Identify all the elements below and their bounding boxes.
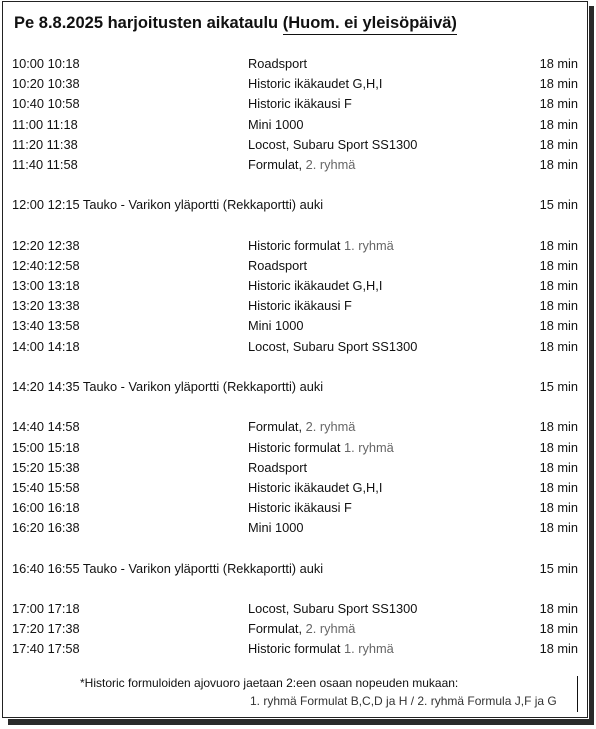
row-group-subgroup: 2. ryhmä <box>305 419 356 435</box>
row-duration: 15 min <box>539 560 578 576</box>
row-group-name: Formulat, <box>248 156 306 172</box>
row-group-name: Locost, Subaru Sport SS1300 <box>248 601 418 617</box>
row-duration: 18 min <box>539 641 578 657</box>
row-duration: 15 min <box>539 197 578 213</box>
row-group-name: Roadsport <box>248 459 308 475</box>
row-duration: 18 min <box>539 601 578 617</box>
row-group-name: Historic ikäkaudet G,H,I <box>248 76 383 92</box>
row-group-subgroup: 1. ryhmä <box>344 641 394 657</box>
row-duration: 18 min <box>539 439 578 455</box>
frame-shadow-right <box>589 6 594 722</box>
row-group <box>248 417 355 437</box>
spacer-row <box>0 579 586 599</box>
row-time: 15:00 15:18 <box>12 439 80 455</box>
row-duration: 18 min <box>539 621 578 637</box>
row-group-name: Historic ikäkaudet G,H,I <box>248 278 383 294</box>
schedule-row <box>0 599 586 619</box>
row-group-name: Historic ikäkausi F <box>248 500 352 516</box>
row-time: 11:00 11:18 <box>12 116 78 132</box>
row-group-name: Historic formulat <box>248 439 344 455</box>
row-group <box>248 115 304 135</box>
row-duration: 18 min <box>539 419 578 435</box>
row-duration: 18 min <box>539 156 578 172</box>
schedule-row <box>0 94 586 114</box>
row-time: 16:40 16:55 Tauko - Varikon yläportti (Rekkaportti) auki <box>12 560 324 576</box>
row-group <box>248 94 352 114</box>
row-duration: 15 min <box>539 379 578 394</box>
title-main: Pe 8.8.2025 harjoitusten aikataulu <box>14 14 283 32</box>
row-group <box>248 276 382 296</box>
row-time: 14:40 14:58 <box>12 419 80 435</box>
row-group-name: Locost, Subaru Sport SS1300 <box>248 338 418 354</box>
schedule-row <box>0 115 586 135</box>
row-group-name: Formulat, <box>248 621 306 637</box>
row-time: 10:40 10:58 <box>12 96 80 112</box>
row-group-name: Formulat, <box>248 419 306 435</box>
row-group <box>248 438 394 458</box>
schedule-row <box>0 478 586 498</box>
row-time: 14:00 14:18 <box>12 338 80 354</box>
row-duration: 18 min <box>539 479 578 495</box>
footnote-line-1: *Historic formuloiden ajovuoro jaetaan 2:een osaan nopeuden mukaan: <box>80 676 459 690</box>
schedule-row <box>0 256 586 276</box>
row-group-name: Locost, Subaru Sport SS1300 <box>248 136 418 152</box>
row-duration: 18 min <box>539 298 578 314</box>
row-group <box>248 155 355 175</box>
schedule-list <box>0 54 586 660</box>
row-group-subgroup: 2. ryhmä <box>305 621 356 637</box>
row-time: 13:20 13:38 <box>12 298 80 314</box>
schedule-row <box>0 54 586 74</box>
row-group-name: Mini 1000 <box>248 520 304 536</box>
spacer-row <box>0 216 586 236</box>
row-group-name: Mini 1000 <box>248 318 304 334</box>
row-time: 17:20 17:38 <box>12 621 80 637</box>
schedule-row <box>0 559 586 579</box>
row-time: 13:00 13:18 <box>12 278 80 294</box>
row-time: 13:40 13:58 <box>12 318 80 334</box>
row-duration: 18 min <box>539 76 578 92</box>
row-group-name: Historic ikäkausi F <box>248 298 352 314</box>
row-group-subgroup: 1. ryhmä <box>344 439 394 455</box>
schedule-row <box>0 155 586 175</box>
row-group <box>248 236 394 256</box>
row-time: 10:20 10:38 <box>12 76 80 92</box>
spacer-row <box>0 539 586 559</box>
row-group <box>248 337 417 357</box>
schedule-row <box>0 619 586 639</box>
schedule-row <box>0 458 586 478</box>
row-time: 14:20 14:35 Tauko - Varikon yläportti (Rekkaportti) auki <box>12 379 324 394</box>
footnote-divider <box>577 676 578 712</box>
row-duration: 18 min <box>539 136 578 152</box>
schedule-row <box>0 337 586 357</box>
row-time: 15:20 15:38 <box>12 459 80 475</box>
row-time: 15:40 15:58 <box>12 479 80 495</box>
row-time: 16:20 16:38 <box>12 520 80 536</box>
row-group-name: Historic formulat <box>248 237 344 253</box>
row-duration: 18 min <box>539 500 578 516</box>
row-group <box>248 135 417 155</box>
schedule-row <box>0 417 586 437</box>
row-group <box>248 458 307 478</box>
schedule-row <box>0 639 586 659</box>
row-group-name: Historic formulat <box>248 641 344 657</box>
row-duration: 18 min <box>539 96 578 112</box>
row-group <box>248 54 307 74</box>
row-duration: 18 min <box>539 520 578 536</box>
row-duration: 18 min <box>539 257 578 273</box>
row-time: 16:00 16:18 <box>12 500 80 516</box>
schedule-row <box>0 518 586 538</box>
schedule-row <box>0 74 586 94</box>
schedule-row <box>0 296 586 316</box>
spacer-row <box>0 357 586 377</box>
title-note: (Huom. ei yleisöpäivä) <box>283 14 457 35</box>
row-group <box>248 256 307 276</box>
row-group <box>248 518 304 538</box>
row-group <box>248 296 352 316</box>
row-group <box>248 599 417 619</box>
spacer-row <box>0 397 586 417</box>
row-group-name: Roadsport <box>248 56 308 71</box>
row-group-name: Historic ikäkaudet G,H,I <box>248 479 383 495</box>
row-time: 17:00 17:18 <box>12 601 80 617</box>
schedule-row <box>0 195 586 215</box>
row-time: 10:00 10:18 <box>12 56 80 71</box>
schedule-row <box>0 316 586 336</box>
schedule-row <box>0 438 586 458</box>
row-group <box>248 74 382 94</box>
row-time: 12:40:12:58 <box>12 257 80 273</box>
row-time: 11:40 11:58 <box>12 156 78 172</box>
row-duration: 18 min <box>539 116 578 132</box>
schedule-row <box>0 498 586 518</box>
page-title <box>14 14 457 33</box>
row-group-name: Roadsport <box>248 257 308 273</box>
schedule-row <box>0 276 586 296</box>
row-duration: 18 min <box>539 237 578 253</box>
schedule-row <box>0 377 586 397</box>
schedule-row <box>0 135 586 155</box>
row-group <box>248 316 304 336</box>
row-group <box>248 639 394 659</box>
row-duration: 18 min <box>539 318 578 334</box>
row-duration: 18 min <box>539 278 578 294</box>
row-group-subgroup: 1. ryhmä <box>344 237 394 253</box>
row-group-subgroup: 2. ryhmä <box>305 156 356 172</box>
row-duration: 18 min <box>539 459 578 475</box>
row-group <box>248 619 355 639</box>
row-group <box>248 498 352 518</box>
row-time: 12:20 12:38 <box>12 237 80 253</box>
row-group-name: Mini 1000 <box>248 116 304 132</box>
row-time: 17:40 17:58 <box>12 641 80 657</box>
spacer-row <box>0 175 586 195</box>
frame-shadow-bottom <box>8 719 594 725</box>
row-time: 12:00 12:15 Tauko - Varikon yläportti (Rekkaportti) auki <box>12 197 324 213</box>
schedule-row <box>0 236 586 256</box>
row-duration: 18 min <box>539 56 578 71</box>
row-group <box>248 478 382 498</box>
row-time: 11:20 11:38 <box>12 136 78 152</box>
row-group-name: Historic ikäkausi F <box>248 96 352 112</box>
row-duration: 18 min <box>539 338 578 354</box>
footnote-line-2: 1. ryhmä Formulat B,C,D ja H / 2. ryhmä Formula J,F ja G <box>250 694 557 708</box>
